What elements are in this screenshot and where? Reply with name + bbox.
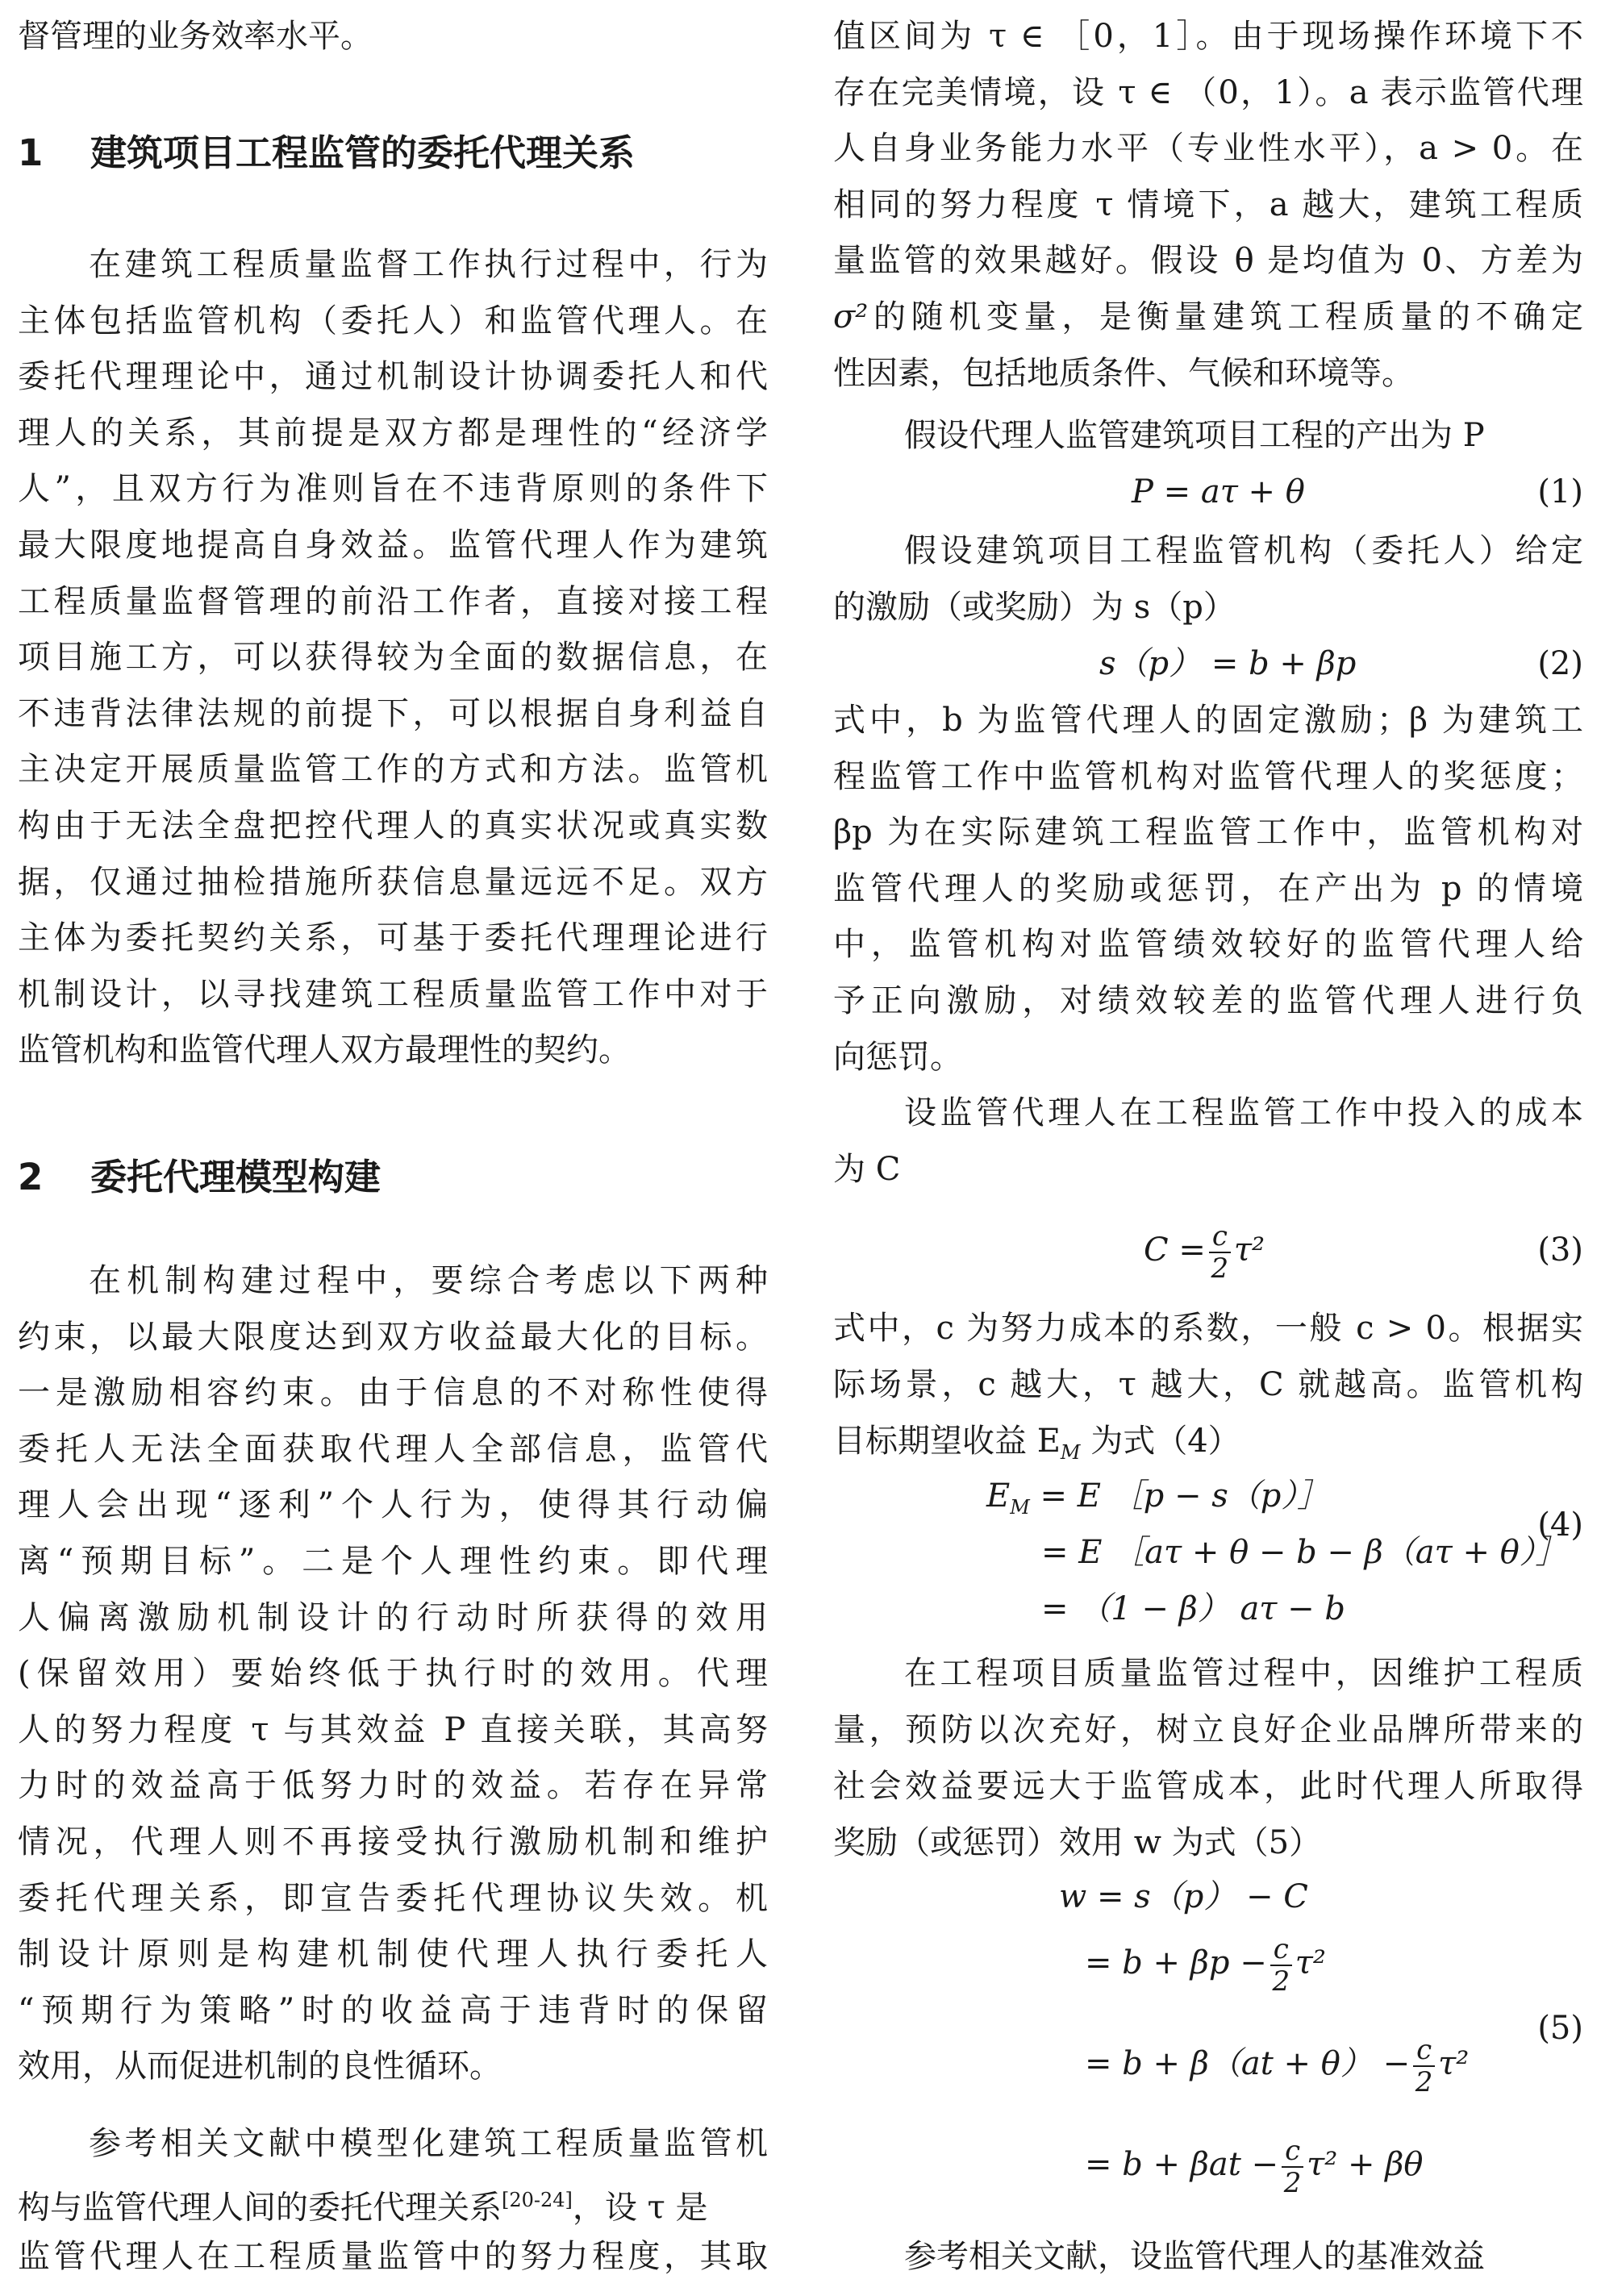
paragraph-line: 存在完美情境，设 τ ∈ （0，1）。a 表示监管代理 — [833, 73, 1583, 111]
paragraph-line: 效用，从而促进机制的良性循环。 — [18, 2048, 502, 2086]
paragraph-line: 量监管的效果越好。假设 θ 是均值为 0、方差为 — [833, 242, 1583, 280]
section-heading-2 — [18, 1145, 381, 1210]
equation-number: (5) — [1537, 2010, 1583, 2047]
paragraph-line: 值区间为 τ ∈ ［0，1］。由于现场操作环境下不 — [833, 18, 1583, 55]
paragraph-line: 约束，以最大限度达到双方收益最大化的目标。 — [18, 1318, 768, 1356]
section-number: 2 — [18, 1156, 44, 1198]
paragraph-line: 为 C — [833, 1151, 901, 1188]
paragraph-line: 主体为委托契约关系，可基于委托代理理论进行 — [18, 919, 768, 957]
paragraph-line: 向惩罚。 — [833, 1038, 962, 1076]
equation-number: (3) — [1537, 1231, 1583, 1269]
equation-body: C = $\frac{c}{2}$ τ² — [1144, 1220, 1265, 1285]
paragraph-line: 人”，且双方行为准则旨在不违背原则的条件下 — [18, 470, 768, 508]
paragraph-line: 的激励（或奖励）为 s（p） — [833, 589, 1236, 626]
paragraph-line: 人自身业务能力水平（专业性水平），a > 0。在 — [833, 130, 1583, 168]
section-title: 建筑项目工程监管的委托代理关系 — [90, 131, 636, 174]
paragraph-line: 在机制构建过程中，要综合考虑以下两种 — [89, 1262, 768, 1299]
equation-body: s（p） = b + βp — [1099, 645, 1357, 682]
paragraph-line: “预期行为策略”时的收益高于违背时的保留 — [18, 1991, 768, 2029]
paragraph-line: 一是激励相容约束。由于信息的不对称性使得 — [18, 1374, 768, 1412]
fraction: $\frac{c}{2}$ — [1413, 2036, 1435, 2096]
paragraph-line: 假设建筑项目工程监管机构（委托人）给定 — [904, 532, 1583, 569]
paragraph-line: 委托人无法全面获取代理人全部信息，监管代 — [18, 1430, 768, 1468]
equation-line: $E_M = E$ ［p − s（p）］ — [986, 1477, 1330, 1519]
equation-line: = b + β（at + θ） − $\frac{c}{2}$ τ² — [1085, 2034, 1470, 2098]
subscript: M — [1060, 1441, 1081, 1464]
equation-3 — [833, 1214, 1583, 1286]
paragraph-line: 参考相关文献中模型化建筑工程质量监管机 — [89, 2125, 768, 2162]
paragraph-line: 机制设计，以寻找建筑工程质量监管工作中对于 — [18, 975, 768, 1013]
paragraph-line: 量，预防以次充好，树立良好企业品牌所带来的 — [833, 1711, 1583, 1748]
paragraph-line: 际场景，c 越大，τ 越大，C 就越高。监管机构 — [833, 1366, 1583, 1403]
paragraph-line: 力时的效益高于低努力时的效益。若存在异常 — [18, 1767, 768, 1805]
paragraph-line: 程监管工作中监管机构对监管代理人的奖惩度； — [833, 757, 1583, 795]
paragraph-line: 目标期望收益 $E_M$ 为式（4） — [833, 1423, 1240, 1464]
section-heading-1 — [18, 121, 635, 185]
paragraph-line: 监管代理人在工程质量监管中的努力程度，其取 — [18, 2238, 768, 2275]
paragraph-line: 构与监管代理人间的委托代理关系[20-24]，设 τ 是 — [18, 2189, 708, 2227]
equation-line: w = s（p） − C — [1059, 1878, 1308, 1915]
equation-line: = （1 − β） aτ − b — [1041, 1590, 1345, 1627]
paragraph-line: 在建筑工程质量监督工作执行过程中，行为 — [89, 246, 768, 283]
paragraph-line: βp 为在实际建筑工程监管工作中，监管机构对 — [833, 814, 1583, 852]
paragraph-line: 社会效益要远大于监管成本，此时代理人所取得 — [833, 1768, 1583, 1805]
paragraph-line: 式中，b 为监管代理人的固定激励；β 为建筑工 — [833, 702, 1583, 739]
paragraph-line: 工程质量监督管理的前沿工作者，直接对接工程 — [18, 582, 768, 620]
paragraph-line: 理人的关系，其前提是双方都是理性的“经济学 — [18, 414, 768, 452]
paragraph-line: 理人会出现“逐利”个人行为，使得其行动偏 — [18, 1486, 768, 1524]
paragraph-line: 构由于无法全盘把控代理人的真实状况或真实数 — [18, 807, 768, 844]
equation-line: = E ［aτ + θ − b − β（aτ + θ）］ — [1041, 1534, 1568, 1571]
equation-number: (4) — [1537, 1506, 1583, 1544]
paragraph-line: 主体包括监管机构（委托人）和监管代理人。在 — [18, 302, 768, 340]
paragraph-line: 制设计原则是构建机制使代理人执行委托人 — [18, 1936, 768, 1973]
paragraph-line: 中，监管机构对监管绩效较好的监管代理人给 — [833, 926, 1583, 964]
paragraph-line: 人的努力程度 τ 与其效益 P 直接关联，其高努 — [18, 1711, 768, 1748]
equation-1 — [833, 464, 1583, 520]
paragraph-line: 监管机构和监管代理人双方最理性的契约。 — [18, 1031, 631, 1069]
paragraph-line: 项目施工方，可以获得较为全面的数据信息，在 — [18, 639, 768, 677]
section-title: 委托代理模型构建 — [90, 1156, 381, 1198]
equation-line: = b + βat − $\frac{c}{2}$ τ² + βθ — [1085, 2135, 1424, 2199]
section-number: 1 — [18, 131, 44, 174]
paragraph-line: 予正向激励，对绩效较差的监管代理人进行负 — [833, 982, 1583, 1019]
paragraph-line: 性因素，包括地质条件、气候和环境等。 — [833, 354, 1414, 392]
paragraph-line: 式中，c 为努力成本的系数，一般 c > 0。根据实 — [833, 1310, 1583, 1347]
equation-2 — [833, 635, 1583, 692]
paragraph-line: 假设代理人监管建筑项目工程的产出为 P — [904, 417, 1485, 454]
paragraph-line: 离“预期目标”。二是个人理性约束。即代理 — [18, 1543, 768, 1580]
citation: [20-24] — [502, 2189, 573, 2211]
sigma-squared: σ² — [833, 298, 869, 335]
fraction: $\frac{c}{2}$ — [1209, 1223, 1231, 1282]
paragraph-line: 奖励（或惩罚）效用 w 为式（5） — [833, 1824, 1322, 1861]
paragraph-line: 情况，代理人则不再接受执行激励机制和维护 — [18, 1823, 768, 1861]
fraction: $\frac{c}{2}$ — [1282, 2137, 1303, 2197]
paragraph-line: 委托代理理论中，通过机制设计协调委托人和代 — [18, 358, 768, 396]
paragraph-line: 督管理的业务效率水平。 — [18, 18, 373, 55]
equation-line: = b + βp − $\frac{c}{2}$ τ² — [1085, 1933, 1326, 1998]
paragraph-line: 委托代理关系，即宣告委托代理协议失效。机 — [18, 1879, 768, 1917]
paragraph-line: 设监管代理人在工程监管工作中投入的成本 — [904, 1094, 1583, 1131]
equation-number: (1) — [1537, 473, 1583, 510]
paragraph-line: 人偏离激励机制设计的行动时所获得的效用 — [18, 1598, 768, 1636]
paragraph-line: 主决定开展质量监管工作的方式和方法。监管机 — [18, 751, 768, 789]
paragraph-line: 监管代理人的奖励或惩罚，在产出为 p 的情境 — [833, 869, 1583, 907]
paragraph-line: 在工程项目质量监管过程中，因维护工程质 — [904, 1655, 1583, 1692]
paragraph-line: 最大限度地提高自身效益。监管代理人作为建筑 — [18, 527, 768, 564]
paragraph-line: 不违背法律法规的前提下，可以根据自身利益自 — [18, 694, 768, 732]
paragraph-line: 参考相关文献，设监管代理人的基准效益 — [904, 2238, 1485, 2275]
paragraph-line: 相同的努力程度 τ 情境下，a 越大，建筑工程质 — [833, 185, 1583, 223]
paragraph-line: 据，仅通过抽检措施所获信息量远远不足。双方 — [18, 863, 768, 901]
fraction: $\frac{c}{2}$ — [1270, 1936, 1292, 1995]
paragraph-line: (保留效用）要始终低于执行时的效用。代理 — [18, 1655, 768, 1693]
equation-number: (2) — [1537, 645, 1583, 682]
paragraph-line: σ²的随机变量，是衡量建筑工程质量的不确定 — [833, 298, 1583, 335]
equation-body: P = aτ + θ — [1132, 473, 1305, 510]
